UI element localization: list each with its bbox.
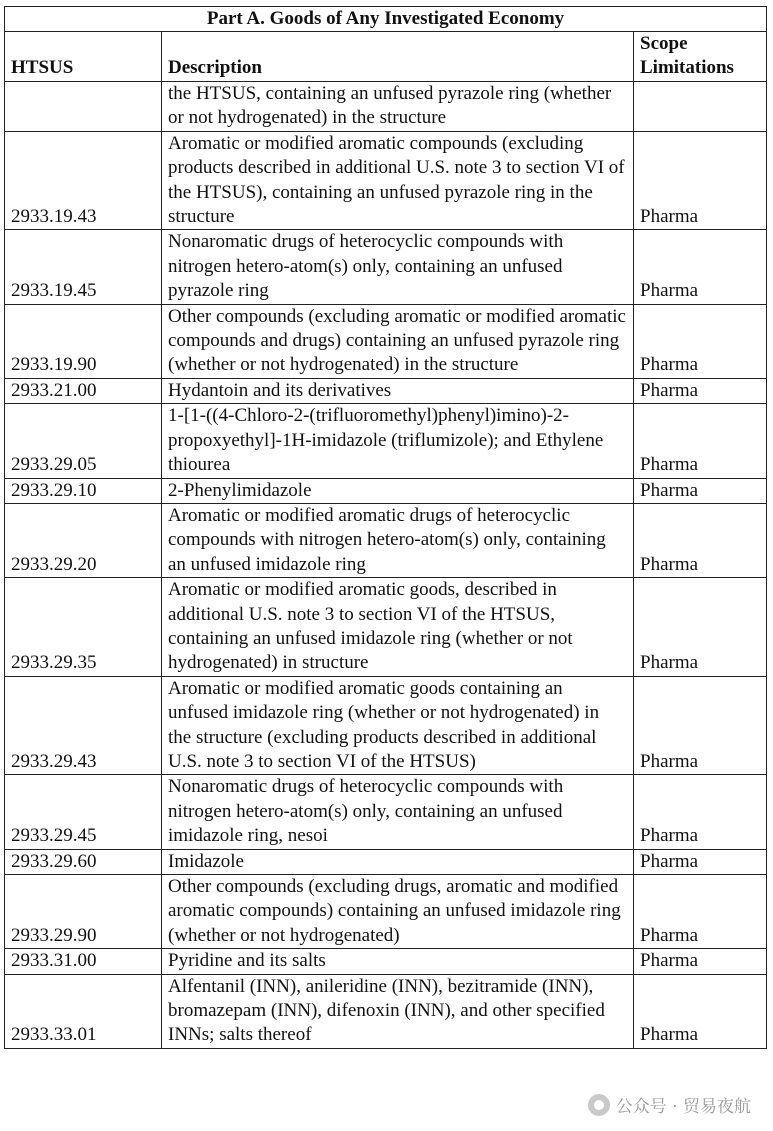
scope-cell: Pharma	[634, 974, 767, 1048]
htsus-code-cell: 2933.29.10	[5, 478, 162, 503]
table-row	[5, 378, 767, 403]
htsus-code-cell: 2933.19.45	[5, 230, 162, 304]
description-cell: Other compounds (excluding aromatic or modified aromatic compounds and drugs) containing an unfused pyrazole ring (whether or not hydrogenated) in the structure	[162, 304, 634, 378]
header-scope-line2: Limitations	[640, 57, 734, 78]
description-cell: Nonaromatic drugs of heterocyclic compounds with nitrogen hetero-atom(s) only, containing an unfused imidazole ring, nesoi	[162, 775, 634, 849]
table-row	[5, 676, 767, 775]
table-row	[5, 304, 767, 378]
table-row	[5, 404, 767, 478]
description-cell: Aromatic or modified aromatic goods containing an unfused imidazole ring (whether or not hydrogenated) in the structure (excluding products described in additional U.S. note 3 to section VI of the HTSUS)	[162, 676, 634, 775]
description-cell: Alfentanil (INN), anileridine (INN), bezitramide (INN), bromazepam (INN), difenoxin (INN), and other specified INNs; salts thereof	[162, 974, 634, 1048]
scope-cell: Pharma	[634, 849, 767, 874]
htsus-code-cell: 2933.21.00	[5, 378, 162, 403]
scope-cell: Pharma	[634, 578, 767, 677]
scope-cell: Pharma	[634, 404, 767, 478]
table-row	[5, 974, 767, 1048]
table-row	[5, 849, 767, 874]
htsus-code-cell: 2933.29.35	[5, 578, 162, 677]
description-cell: Other compounds (excluding drugs, aromatic and modified aromatic compounds) containing an unfused imidazole ring (whether or not hydrogenated)	[162, 875, 634, 949]
htsus-code-cell: 2933.19.43	[5, 131, 162, 230]
table-row	[5, 949, 767, 974]
scope-cell	[634, 82, 767, 132]
table-row	[5, 875, 767, 949]
description-cell: Aromatic or modified aromatic drugs of heterocyclic compounds with nitrogen hetero-atom(s) only, containing an unfused imidazole ring	[162, 503, 634, 577]
description-cell: Aromatic or modified aromatic compounds (excluding products described in additional U.S. note 3 to section VI of the HTSUS), containing an unfused pyrazole ring in the structure	[162, 131, 634, 230]
htsus-code-cell: 2933.31.00	[5, 949, 162, 974]
table-title: Part A. Goods of Any Investigated Economy	[5, 7, 767, 32]
htsus-code-cell: 2933.29.60	[5, 849, 162, 874]
table-title-row	[5, 7, 767, 32]
watermark-text: 公众号 · 贸易夜航	[615, 1097, 751, 1117]
htsus-code-cell: 2933.29.45	[5, 775, 162, 849]
htsus-code-cell: 2933.19.90	[5, 304, 162, 378]
table-row	[5, 478, 767, 503]
scope-cell: Pharma	[634, 775, 767, 849]
htsus-code-cell	[5, 82, 162, 132]
table-row	[5, 82, 767, 132]
header-htsus: HTSUS	[5, 32, 162, 82]
table-header-row	[5, 32, 767, 82]
htsus-code-cell: 2933.29.90	[5, 875, 162, 949]
scope-cell: Pharma	[634, 503, 767, 577]
header-scope-line1: Scope	[640, 33, 688, 54]
scope-cell: Pharma	[634, 478, 767, 503]
table-body	[5, 82, 767, 1049]
table-row	[5, 503, 767, 577]
table-row	[5, 775, 767, 849]
scope-cell: Pharma	[634, 304, 767, 378]
description-cell: 1-[1-((4-Chloro-2-(trifluoromethyl)phenyl)imino)-2-propoxyethyl]-1H-imidazole (triflumizole); and Ethylene thiourea	[162, 404, 634, 478]
scope-cell: Pharma	[634, 131, 767, 230]
scope-cell: Pharma	[634, 949, 767, 974]
scope-cell: Pharma	[634, 875, 767, 949]
header-scope-limitations	[634, 32, 767, 82]
scope-cell: Pharma	[634, 378, 767, 403]
description-cell: Hydantoin and its derivatives	[162, 378, 634, 403]
table-row	[5, 131, 767, 230]
scope-cell: Pharma	[634, 676, 767, 775]
watermark	[588, 1092, 751, 1117]
table-row	[5, 578, 767, 677]
htsus-code-cell: 2933.29.20	[5, 503, 162, 577]
description-cell: 2-Phenylimidazole	[162, 478, 634, 503]
description-cell: Nonaromatic drugs of heterocyclic compounds with nitrogen hetero-atom(s) only, containing an unfused pyrazole ring	[162, 230, 634, 304]
table-row	[5, 230, 767, 304]
htsus-code-cell: 2933.29.43	[5, 676, 162, 775]
htsus-code-cell: 2933.33.01	[5, 974, 162, 1048]
htsus-table	[4, 6, 767, 1049]
htsus-code-cell: 2933.29.05	[5, 404, 162, 478]
description-cell: Aromatic or modified aromatic goods, described in additional U.S. note 3 to section VI of the HTSUS, containing an unfused imidazole ring (whether or not hydrogenated) in structure	[162, 578, 634, 677]
description-cell: the HTSUS, containing an unfused pyrazole ring (whether or not hydrogenated) in the structure	[162, 82, 634, 132]
description-cell: Imidazole	[162, 849, 634, 874]
description-cell: Pyridine and its salts	[162, 949, 634, 974]
header-description: Description	[162, 32, 634, 82]
wechat-channel-icon	[588, 1094, 610, 1116]
scope-cell: Pharma	[634, 230, 767, 304]
